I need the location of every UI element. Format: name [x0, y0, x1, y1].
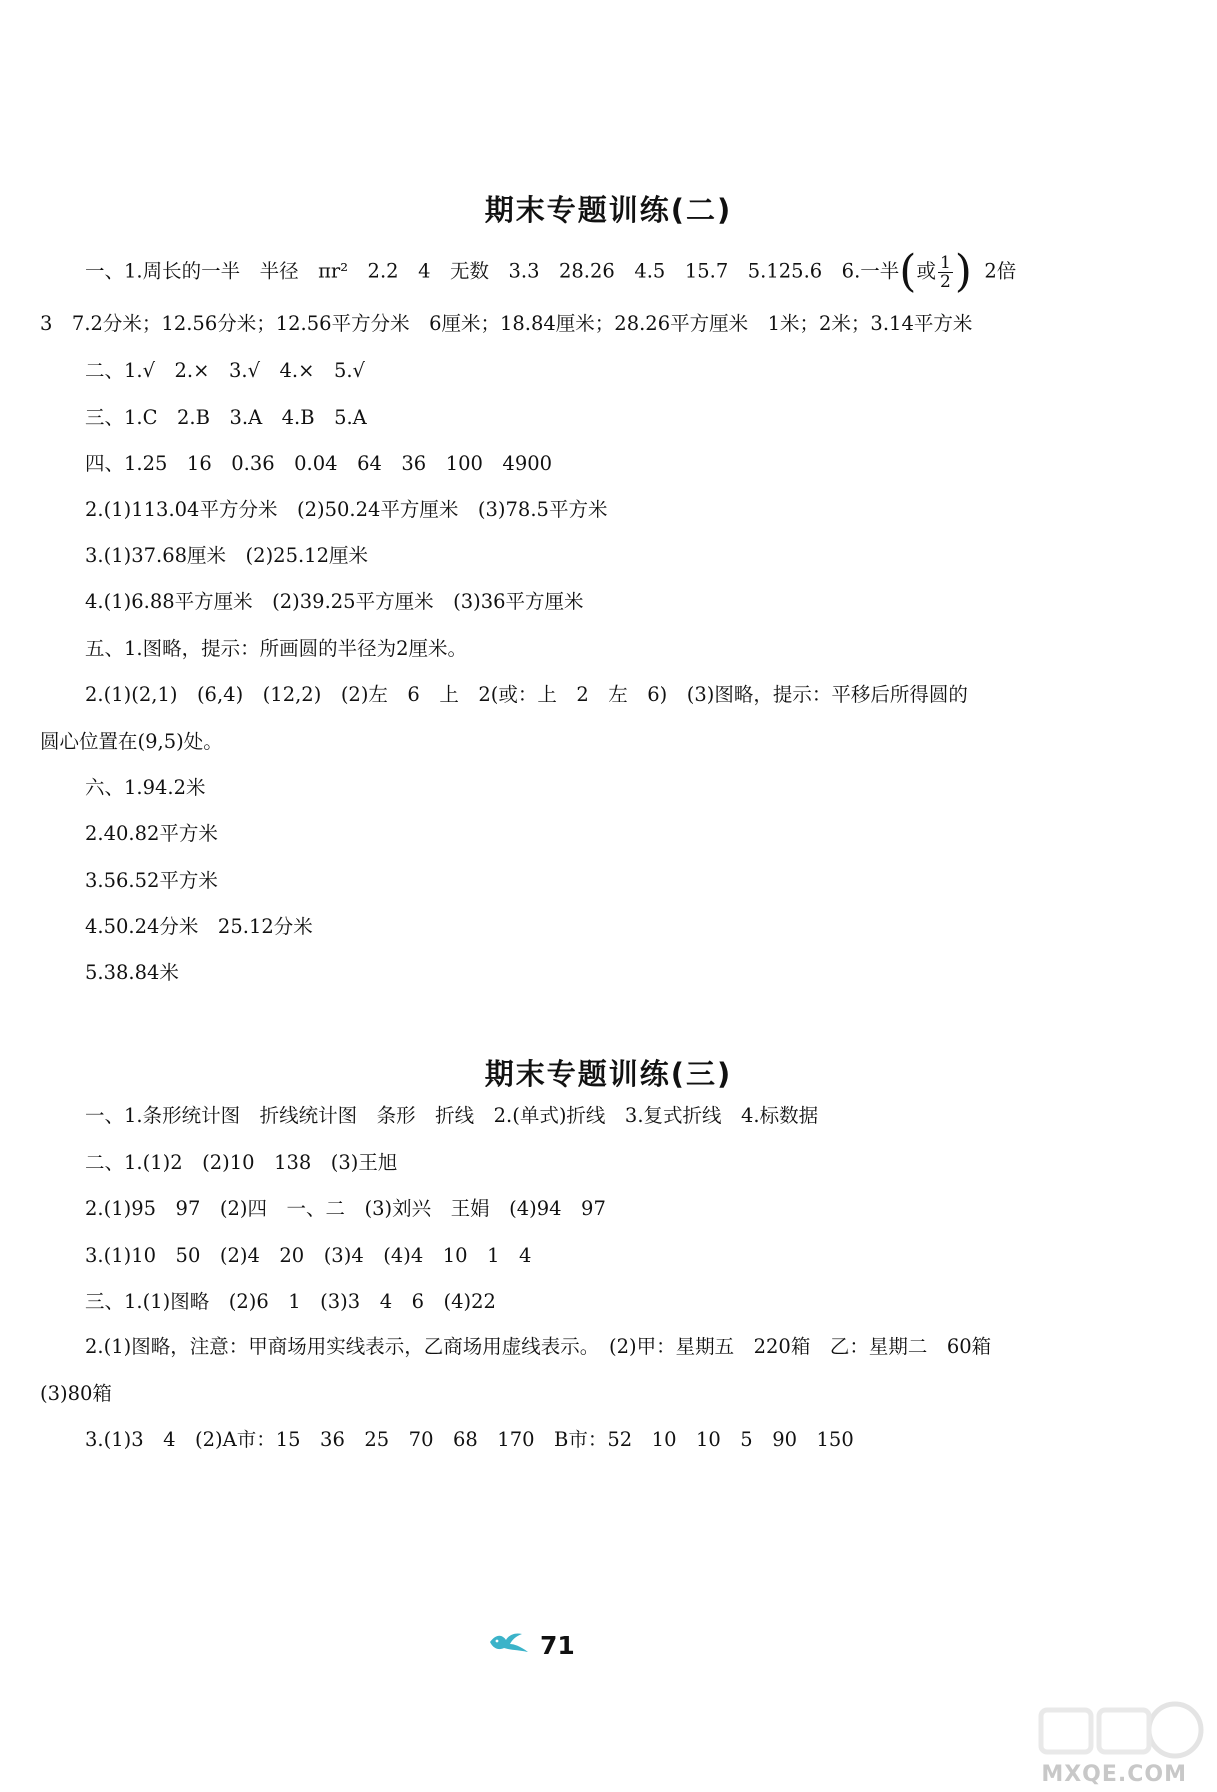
answer-line: 2.40.82平方米: [85, 822, 218, 845]
answer-line: 2.(1)113.04平方分米 (2)50.24平方厘米 (3)78.5平方米: [85, 498, 608, 521]
answer-line: 4.(1)6.88平方厘米 (2)39.25平方厘米 (3)36平方厘米: [85, 590, 584, 613]
page-number: 71: [540, 1630, 575, 1660]
watermark-text: MXQE.COM: [1041, 1762, 1187, 1787]
answer-line: 2.(1)95 97 (2)四 一、二 (3)刘兴 王娟 (4)94 97: [85, 1197, 606, 1220]
answer-line: 2.(1)图略，注意：甲商场用实线表示，乙商场用虚线表示。 (2)甲：星期五 220箱 乙：星期二 60箱: [85, 1335, 992, 1358]
section-title: 期末专题训练(二): [484, 193, 733, 227]
answer-line: 一、1.周长的一半 半径 πr² 2.2 4 无数 3.3 28.26 4.5 15.7 5.125.6 6.一半(或 $\frac{1}{2}$ ) 2倍: [85, 246, 1017, 297]
answer-line: 一、1.条形统计图 折线统计图 条形 折线 2.(单式)折线 3.复式折线 4.标数据: [85, 1104, 819, 1127]
answer-line: 四、1.25 16 0.36 0.04 64 36 100 4900: [85, 452, 553, 475]
answer-line: 三、1.C 2.B 3.A 4.B 5.A: [85, 406, 367, 429]
answer-text: 2倍: [984, 259, 1017, 283]
bird-icon: [488, 1630, 530, 1660]
answer-text: 或: [916, 259, 936, 283]
fraction-denominator: 2: [939, 271, 951, 292]
answer-line: 圆心位置在(9,5)处。: [40, 730, 223, 753]
answer-line: 三、1.(1)图略 (2)6 1 (3)3 4 6 (4)22: [85, 1290, 496, 1313]
answer-line: 3.56.52平方米: [85, 869, 218, 892]
fraction-numerator: 1: [939, 252, 951, 273]
answer-text: 一、1.周长的一半 半径 πr² 2.2 4 无数 3.3 28.26 4.5 15.7 5.125.6 6.一半: [85, 259, 900, 283]
answer-line: 4.50.24分米 25.12分米: [85, 915, 313, 938]
section-title: 期末专题训练(三): [484, 1057, 733, 1091]
answer-line: 2.(1)(2,1) (6,4) (12,2) (2)左 6 上 2(或：上 2 左 6) (3)图略，提示：平移后所得圆的: [85, 683, 968, 706]
page-footer: [488, 1620, 575, 1670]
answer-line: 五、1.图略，提示：所画圆的半径为2厘米。: [85, 637, 468, 660]
answer-line: 3.(1)10 50 (2)4 20 (3)4 (4)4 10 1 4: [85, 1244, 532, 1267]
answer-line: 3.(1)3 4 (2)A市：15 36 25 70 68 170 B市：52 10 10 5 90 150: [85, 1428, 854, 1451]
answer-line: (3)80箱: [40, 1382, 112, 1405]
answer-line: 六、1.94.2米: [85, 776, 206, 799]
answer-line: 3 7.2分米；12.56分米；12.56平方分米 6厘米；18.84厘米；28.26平方厘米 1米；2米；3.14平方米: [40, 312, 973, 335]
fraction: [938, 254, 953, 291]
answer-line: 二、1.√ 2.× 3.√ 4.× 5.√: [85, 359, 365, 382]
answer-line: 二、1.(1)2 (2)10 138 (3)王旭: [85, 1151, 398, 1174]
answer-line: 5.38.84米: [85, 961, 179, 984]
answer-line: 3.(1)37.68厘米 (2)25.12厘米: [85, 544, 368, 567]
